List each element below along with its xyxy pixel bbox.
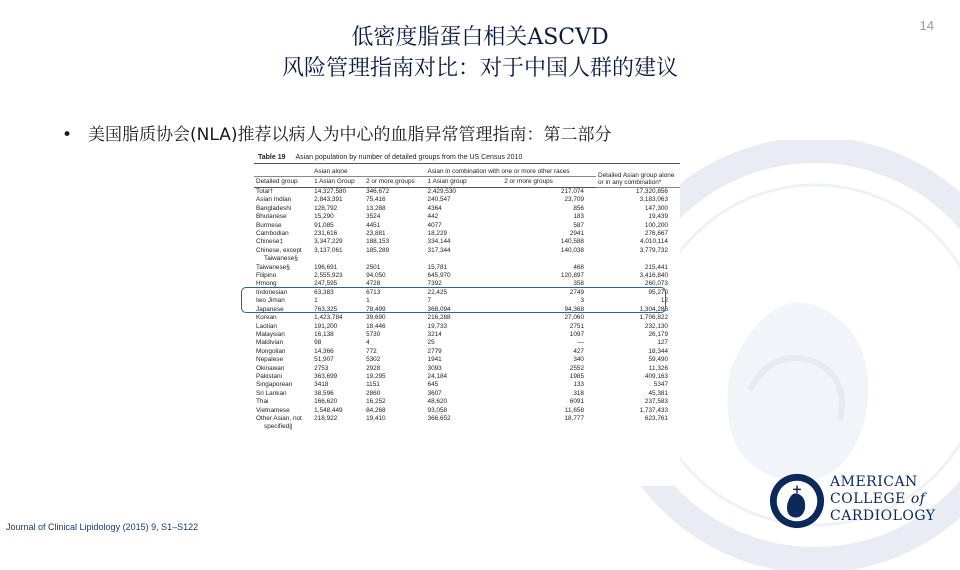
table-row bbox=[254, 188, 680, 197]
row-label: Okinawan bbox=[256, 364, 285, 372]
group-header-blank bbox=[254, 164, 312, 177]
table-cell: 231,616 bbox=[314, 230, 338, 238]
table-cell: 772 bbox=[366, 347, 377, 355]
table-cell: 18,344 bbox=[648, 347, 668, 355]
table-cell: 185,289 bbox=[366, 246, 390, 254]
table-cell: 91,085 bbox=[314, 221, 334, 229]
row-label: Chinese‡ bbox=[256, 238, 284, 246]
table-cell: 11,326 bbox=[648, 364, 668, 372]
table-caption-text: Asian population by number of detailed groups from the US Census 2010 bbox=[295, 154, 523, 161]
column-header: 2 or more groups bbox=[502, 177, 596, 188]
row-label: Taiwanese§ bbox=[264, 255, 298, 263]
row-label: Total† bbox=[256, 188, 274, 195]
table-row bbox=[254, 423, 680, 433]
census-table-image bbox=[254, 151, 680, 486]
row-label: Taiwanese§ bbox=[256, 263, 290, 271]
acc-line-2: COLLEGE of bbox=[830, 491, 926, 507]
table-cell: 6091 bbox=[569, 398, 584, 406]
row-label: Asian Indian bbox=[256, 196, 292, 204]
row-label: Nepalese bbox=[256, 356, 284, 364]
table-cell: 128,792 bbox=[314, 204, 338, 212]
table-cell: 3,347,229 bbox=[314, 238, 343, 246]
table-cell: 1151 bbox=[366, 381, 380, 389]
table-cell: 6713 bbox=[366, 288, 381, 296]
table-cell: 3,779,732 bbox=[639, 246, 668, 254]
table-cell: 2,843,391 bbox=[314, 196, 343, 204]
table-cell: 2753 bbox=[314, 364, 329, 372]
table-cell: 18,777 bbox=[564, 414, 584, 422]
table-cell: 75,416 bbox=[366, 196, 386, 204]
table-cell: 2860 bbox=[366, 389, 381, 397]
table-cell: 15,290 bbox=[314, 213, 334, 221]
table-cell: 59,490 bbox=[648, 356, 668, 364]
row-label: specified|| bbox=[264, 423, 293, 431]
row-label: Pakistani bbox=[256, 372, 282, 380]
table-cell: 318 bbox=[573, 389, 584, 397]
table-cell: 1,737,433 bbox=[639, 406, 668, 414]
table-cell: 346,672 bbox=[366, 188, 390, 195]
row-label: Bhutanese bbox=[256, 213, 287, 221]
table-row bbox=[254, 272, 680, 280]
table-cell: 232,130 bbox=[644, 322, 668, 330]
table-cell: 216,288 bbox=[427, 314, 451, 322]
table-cell: 17,320,856 bbox=[636, 188, 668, 195]
table-cell: 93,058 bbox=[427, 406, 448, 414]
table-cell: 3,137,061 bbox=[314, 246, 343, 254]
table-row bbox=[254, 407, 680, 415]
table-cell: 191,200 bbox=[314, 322, 338, 330]
row-label: Chinese, except bbox=[256, 246, 302, 254]
table-cell: 147,300 bbox=[644, 204, 668, 212]
table-cell: 19,410 bbox=[366, 414, 386, 422]
table-cell: 763,325 bbox=[314, 305, 338, 313]
row-label: Indonesian bbox=[256, 288, 288, 296]
table-cell: 94,050 bbox=[366, 272, 386, 280]
table-cell: 18,229 bbox=[427, 230, 448, 238]
row-label: Bangladeshi bbox=[256, 204, 292, 212]
group-header-detailed: Detailed Asian group alone or in any combination* bbox=[596, 164, 680, 188]
table-cell: 240,547 bbox=[427, 196, 451, 204]
table-cell: 409,163 bbox=[644, 372, 668, 380]
table-cell: 1941 bbox=[427, 356, 442, 364]
table-cell: 3524 bbox=[366, 213, 381, 221]
table-cell: 3418 bbox=[314, 381, 329, 389]
table-cell: 2751 bbox=[569, 322, 584, 330]
table-caption-label: Table 19 bbox=[258, 154, 286, 161]
table-cell: 2,429,530 bbox=[427, 188, 456, 195]
bullet-symbol: • bbox=[62, 125, 73, 145]
table-cell bbox=[312, 255, 364, 263]
row-label: Thai bbox=[256, 398, 269, 406]
table-row bbox=[254, 415, 680, 423]
table-cell: 260,073 bbox=[644, 280, 668, 288]
table-cell: 19,439 bbox=[648, 213, 668, 221]
bullet-point bbox=[62, 120, 611, 145]
title-line-1: 低密度脂蛋白相关ASCVD bbox=[351, 25, 609, 50]
table-cell: 2552 bbox=[569, 364, 584, 372]
row-label: Iwo Jiman bbox=[256, 297, 285, 305]
table-cell: 18,446 bbox=[366, 322, 386, 330]
table-cell: 5302 bbox=[366, 356, 381, 364]
table-cell: 24,184 bbox=[427, 372, 448, 380]
group-header-asian-alone: Asian alone bbox=[312, 164, 425, 177]
table-cell: 5347 bbox=[653, 381, 668, 389]
row-label: Malaysian bbox=[256, 330, 285, 338]
table-cell: 94,368 bbox=[564, 305, 584, 313]
table-cell bbox=[426, 423, 503, 433]
table-cell: 27,060 bbox=[564, 314, 584, 322]
table-cell: 23,709 bbox=[564, 196, 584, 204]
table-cell: 317,344 bbox=[427, 246, 451, 254]
table-row bbox=[254, 238, 680, 246]
table-row bbox=[254, 365, 680, 373]
table-row bbox=[254, 373, 680, 381]
table-cell: 1 bbox=[314, 297, 318, 305]
table-row bbox=[254, 230, 680, 238]
table-cell: 63,383 bbox=[314, 288, 334, 296]
table-cell: 16,252 bbox=[366, 398, 386, 406]
table-cell: 4,010,114 bbox=[640, 238, 668, 246]
column-header: Detailed group bbox=[254, 177, 312, 188]
table-cell: 1,548,449 bbox=[314, 406, 343, 414]
table-row bbox=[254, 196, 680, 204]
table-cell: 1097 bbox=[569, 330, 584, 338]
table-cell: 19,295 bbox=[366, 372, 386, 380]
table-cell: 237,583 bbox=[644, 398, 668, 406]
page-number: 14 bbox=[919, 18, 934, 33]
acc-seal-icon bbox=[768, 472, 826, 530]
table-cell: 14,366 bbox=[314, 347, 334, 355]
row-label: Other Asian, not bbox=[256, 414, 302, 422]
table-cell: 51,907 bbox=[314, 356, 334, 364]
table-cell bbox=[312, 423, 364, 433]
table-cell: 26,179 bbox=[648, 330, 668, 338]
table-cell: 12 bbox=[660, 297, 668, 305]
table-cell: — bbox=[577, 339, 584, 347]
table-row bbox=[254, 205, 680, 213]
table-cell: 38,596 bbox=[314, 389, 334, 397]
table-cell: 4364 bbox=[427, 204, 442, 212]
row-label: Cambodian bbox=[256, 230, 289, 238]
table-row bbox=[254, 339, 680, 347]
table-cell: 14,327,580 bbox=[314, 188, 347, 195]
row-label: Japanese bbox=[256, 305, 284, 313]
table-cell: 78,499 bbox=[366, 305, 386, 313]
table-cell: 856 bbox=[573, 204, 584, 212]
table-cell: 218,922 bbox=[314, 414, 338, 422]
table-cell: 3 bbox=[580, 297, 584, 305]
row-label: Burmese bbox=[256, 221, 282, 229]
table-cell: 166,620 bbox=[314, 398, 338, 406]
table-row bbox=[254, 264, 680, 272]
table-row bbox=[254, 390, 680, 398]
table-cell: 45,381 bbox=[648, 389, 668, 397]
table-cell: 133 bbox=[573, 381, 584, 389]
column-header: 1 Asian group bbox=[426, 177, 503, 188]
table-cell: 623,761 bbox=[644, 414, 668, 422]
table-cell: 2941 bbox=[569, 230, 584, 238]
table-cell: 100,200 bbox=[644, 221, 668, 229]
highlight-box bbox=[241, 287, 666, 313]
table-row bbox=[254, 331, 680, 339]
table-row bbox=[254, 247, 680, 255]
table-cell: 368,094 bbox=[427, 305, 451, 313]
table-cell: 276,667 bbox=[644, 230, 668, 238]
acc-wordmark bbox=[830, 474, 936, 525]
table-cell: 1,706,822 bbox=[639, 314, 668, 322]
table-cell: 11,658 bbox=[564, 406, 584, 414]
title-line-2: 风险管理指南对比：对于中国人群的建议 bbox=[281, 56, 678, 81]
table-cell: 15,781 bbox=[427, 263, 448, 271]
table-cell: 95,270 bbox=[648, 288, 668, 296]
table-cell: 25 bbox=[427, 339, 435, 347]
table-cell: 1985 bbox=[569, 372, 584, 380]
table-cell: 4451 bbox=[366, 221, 381, 229]
table-row bbox=[254, 255, 680, 263]
table-cell: 215,441 bbox=[644, 263, 668, 271]
table-cell: 3093 bbox=[427, 364, 442, 372]
row-label: Mongolian bbox=[256, 347, 286, 355]
table-cell bbox=[364, 423, 425, 433]
table-cell: 3607 bbox=[427, 389, 442, 397]
table-row bbox=[254, 398, 680, 406]
table-cell: 196,691 bbox=[314, 263, 338, 271]
table-cell: 1,304,286 bbox=[639, 305, 668, 313]
table-cell bbox=[426, 255, 503, 263]
table-cell: 645 bbox=[427, 381, 439, 389]
table-cell: 183 bbox=[573, 213, 584, 221]
slide-title bbox=[0, 22, 960, 84]
table-cell: 127 bbox=[657, 339, 668, 347]
table-cell: 4728 bbox=[366, 280, 381, 288]
table-cell: 48,620 bbox=[427, 398, 448, 406]
table-cell: 140,588 bbox=[560, 238, 584, 246]
table-cell: 19,733 bbox=[427, 322, 448, 330]
table-cell: 23,881 bbox=[366, 230, 386, 238]
table-cell: 84,268 bbox=[366, 406, 386, 414]
table-cell: 2749 bbox=[569, 288, 584, 296]
table-row bbox=[254, 348, 680, 356]
table-cell bbox=[596, 423, 680, 433]
table-row bbox=[254, 314, 680, 322]
citation: Journal of Clinical Lipidology (2015) 9, S1–S122 bbox=[6, 522, 199, 532]
row-label: Singaporean bbox=[256, 381, 293, 389]
table-cell: 120,897 bbox=[560, 272, 584, 280]
table-cell: 4077 bbox=[427, 221, 442, 229]
table-cell: 442 bbox=[427, 213, 439, 221]
table-cell: 1,423,784 bbox=[314, 314, 343, 322]
table-row bbox=[254, 356, 680, 364]
row-label: Filipino bbox=[256, 272, 277, 280]
row-label: Maldivian bbox=[256, 339, 283, 347]
table-cell: 427 bbox=[573, 347, 584, 355]
row-label: Vietnamese bbox=[256, 406, 290, 414]
bullet-text: 美国脂质协会(NLA)推荐以病人为中心的血脂异常管理指南：第二部分 bbox=[88, 125, 612, 145]
table-cell: 2501 bbox=[366, 263, 381, 271]
table-cell: 2779 bbox=[427, 347, 442, 355]
table-caption bbox=[254, 151, 680, 164]
table-cell: 217,074 bbox=[560, 188, 584, 195]
table-cell: 587 bbox=[573, 221, 584, 229]
table-cell: 468 bbox=[573, 263, 584, 271]
row-label: Sri Lankan bbox=[256, 389, 287, 397]
table-cell bbox=[596, 255, 680, 263]
table-cell: 2928 bbox=[366, 364, 381, 372]
table-cell: 4 bbox=[366, 339, 370, 347]
table-row bbox=[254, 213, 680, 221]
acc-line-1: AMERICAN bbox=[830, 474, 918, 490]
table-cell: 3,416,840 bbox=[639, 272, 668, 280]
table-cell: 98 bbox=[314, 339, 322, 347]
group-header-asian-combination: Asian in combination with one or more other races bbox=[426, 164, 596, 177]
table-cell bbox=[502, 255, 596, 263]
table-cell: 5730 bbox=[366, 330, 381, 338]
column-header: 1 Asian Group bbox=[312, 177, 364, 188]
table-row bbox=[254, 323, 680, 331]
table-cell: 7 bbox=[427, 297, 432, 305]
table-row bbox=[254, 381, 680, 389]
column-header: 2 or more groups bbox=[364, 177, 425, 188]
table-cell: 363,699 bbox=[314, 372, 338, 380]
table-cell: 16,138 bbox=[314, 330, 334, 338]
row-label: Laotian bbox=[256, 322, 277, 330]
row-label: Hmong bbox=[256, 280, 277, 288]
table-cell: 140,038 bbox=[560, 246, 584, 254]
table-cell: 7392 bbox=[427, 280, 442, 288]
table-cell: 358 bbox=[573, 280, 584, 288]
table-cell: 2,555,923 bbox=[314, 272, 343, 280]
table-cell: 340 bbox=[573, 356, 584, 364]
table-row bbox=[254, 222, 680, 230]
table-cell: 22,425 bbox=[427, 288, 448, 296]
row-label: Korean bbox=[256, 314, 277, 322]
acc-line-3: CARDIOLOGY bbox=[830, 508, 936, 524]
table-cell: 39,690 bbox=[366, 314, 386, 322]
table-cell: 1 bbox=[366, 297, 370, 305]
table-cell: 645,970 bbox=[427, 272, 451, 280]
table-cell: 366,652 bbox=[427, 414, 451, 422]
table-cell: 3214 bbox=[427, 330, 442, 338]
table-cell bbox=[364, 255, 425, 263]
table-cell: 334,144 bbox=[427, 238, 451, 246]
table-cell: 3,183,063 bbox=[639, 196, 668, 204]
table-cell: 247,595 bbox=[314, 280, 338, 288]
table-cell: 13,288 bbox=[366, 204, 386, 212]
table-cell: 188,153 bbox=[366, 238, 390, 246]
table-cell bbox=[502, 423, 596, 433]
